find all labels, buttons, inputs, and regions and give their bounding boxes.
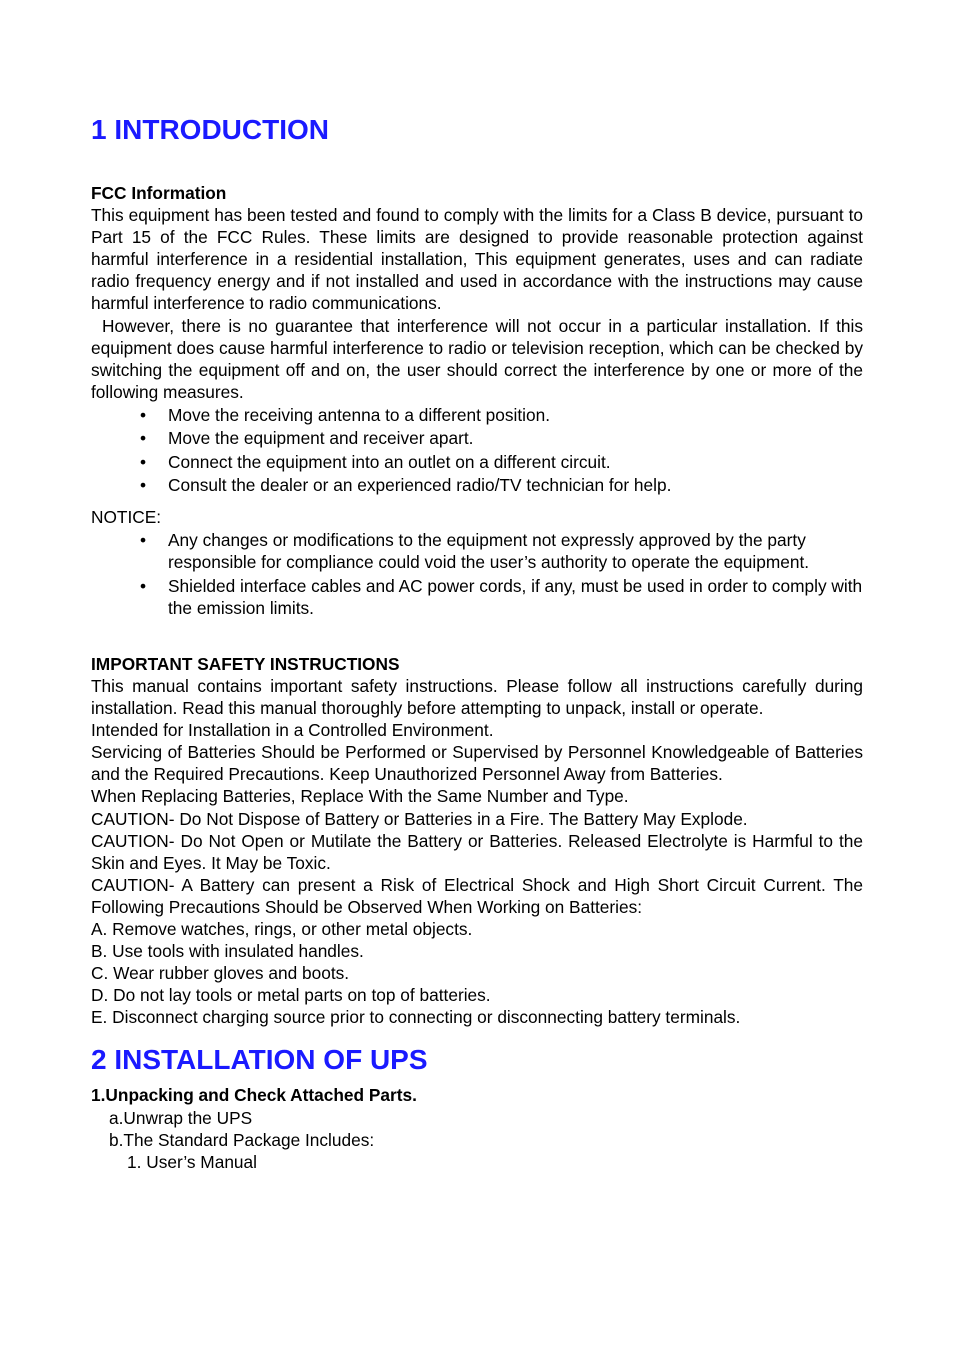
bullet-icon: • [140,428,147,449]
bullet-icon: • [140,575,147,596]
safety-paragraph: This manual contains important safety instructions. Please follow all instructions carefully during installation. Read this manual thoroughly before attempting to unpack, install or operate. [91,675,863,719]
notice-text: Shielded interface cables and AC power cords, if any, must be used in order to comply with the emission limits. [168,575,863,618]
bullet-icon: • [140,451,147,472]
sub-step-letter: b. [109,1129,124,1150]
safety-paragraph: Servicing of Batteries Should be Performed or Supervised by Personnel Knowledgeable of Batteries and the Required Precautions. Keep Unauthorized Personnel Away from Batteries. [91,742,863,785]
fcc-heading: FCC Information [91,183,227,203]
bullet-icon: • [140,529,147,550]
safety-paragraph: CAUTION- Do Not Open or Mutilate the Battery or Batteries. Released Electrolyte is Harmful to the Skin and Eyes. It May be Toxic. [91,830,863,873]
list-item [91,575,863,619]
sub-step-letter: a. [109,1107,124,1128]
document-page [91,112,863,1173]
list-item [91,427,863,449]
safety-paragraph: CAUTION- Do Not Dispose of Battery or Batteries in a Fire. The Battery May Explode. [91,808,748,829]
measure-text: Connect the equipment into an outlet on a different circuit. [168,451,611,472]
section-2-title: 2 INSTALLATION OF UPS [91,1044,428,1076]
sub-step-a [91,1107,863,1129]
safety-paragraph: CAUTION- A Battery can present a Risk of Electrical Shock and High Short Circuit Current. The Following Precautions Should be Observed When Working on Batteries: [91,874,863,917]
safety-heading: IMPORTANT SAFETY INSTRUCTIONS [91,653,400,674]
list-item [91,474,863,496]
step-number: 1. [91,1085,106,1106]
safety-paragraph: When Replacing Batteries, Replace With the Same Number and Type. [91,786,629,807]
notice-text: Any changes or modifications to the equipment not expressly approved by the party responsible for compliance could void the user’s authority to operate the equipment. [168,529,810,573]
section-1-title: 1 INTRODUCTION [91,114,329,145]
sub-step-text: The Standard Package Includes: [123,1129,375,1150]
bullet-icon: • [140,474,147,495]
step-1-heading [91,1084,863,1106]
safety-precaution: B. Use tools with insulated handles. [91,941,364,962]
sub-step-b [91,1129,863,1151]
fcc-paragraph-1: This equipment has been tested and found to comply with the limits for a Class B device, pursuant to Part 15 of the FCC Rules. These limits are designed to provide reasonable protection against harmful interference in a residential installation, This equipment generates, uses and can radiate radio frequency energy and if not installed and used in accordance with the instructions may cause harmful interference to radio communications. [91,205,863,314]
measure-text: Move the receiving antenna to a different position. [168,404,551,425]
bullet-icon: • [140,404,147,425]
fcc-paragraph-2 [91,315,863,403]
notice-label: NOTICE: [91,506,162,527]
sub-step-text: Unwrap the UPS [123,1107,253,1128]
safety-precaution: A. Remove watches, rings, or other metal objects. [91,918,473,939]
step-title: Unpacking and Check Attached Parts. [105,1085,417,1106]
package-item: 1. User’s Manual [127,1151,257,1172]
list-item [91,529,863,573]
safety-paragraph: Intended for Installation in a Controlled Environment. [91,720,494,741]
list-item [91,404,863,426]
measure-text: Consult the dealer or an experienced radio/TV technician for help. [168,474,672,495]
notice-list [91,529,863,619]
measures-list [91,404,863,496]
fcc-paragraph-2-text: However, there is no guarantee that interference will not occur in a particular installation. If this equipment does cause harmful interference to radio or television reception, which can be checked by switching the equipment off and on, the user should correct the interference by one or more of the following measures. [91,315,863,402]
safety-precaution: E. Disconnect charging source prior to connecting or disconnecting battery terminals. [91,1007,741,1028]
measure-text: Move the equipment and receiver apart. [168,428,474,449]
safety-precaution: D. Do not lay tools or metal parts on top of batteries. [91,985,491,1006]
list-item [91,451,863,473]
safety-precaution: C. Wear rubber gloves and boots. [91,963,350,984]
